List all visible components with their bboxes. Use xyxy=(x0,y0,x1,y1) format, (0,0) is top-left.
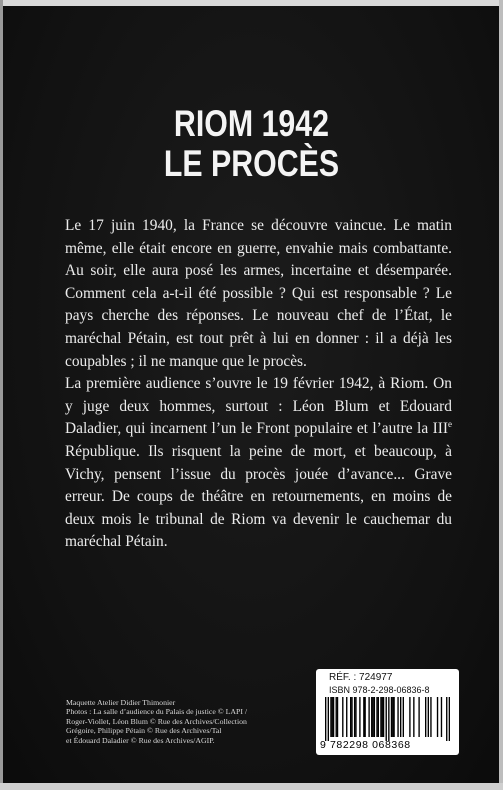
barcode-bar xyxy=(391,697,392,737)
barcode-bar xyxy=(378,697,379,737)
photo-credits xyxy=(66,698,296,745)
credit-line: Roger-Viollet, Léon Blum © Rue des Archives/Collection xyxy=(66,716,247,726)
barcode-bar xyxy=(392,697,393,737)
barcode-bar xyxy=(441,697,442,737)
barcode-digits: 9 782298 068368 xyxy=(320,739,411,751)
barcode-bar xyxy=(386,697,387,741)
barcode-bar xyxy=(325,697,326,741)
title-line-2: LE PROCÈS xyxy=(163,143,340,184)
reference-number: RÉF. : 724977 xyxy=(329,672,393,683)
summary-text xyxy=(65,215,452,554)
title-line-1: RIOM 1942 xyxy=(173,103,330,144)
scan-edge-top xyxy=(0,0,503,6)
barcode-bar xyxy=(350,697,351,737)
barcode-bar xyxy=(403,697,404,737)
barcode-bar xyxy=(330,697,331,737)
barcode-bar xyxy=(428,697,429,737)
barcode-bar xyxy=(376,697,377,737)
barcode-bar xyxy=(372,697,373,737)
scan-edge-right xyxy=(499,0,503,790)
scan-edge-left xyxy=(0,0,3,790)
summary-paragraph-2-part-2: République. Ils risquent la peine de mort, et beaucoup, à Vichy, pensent l’issue du procès jouée d’avance... Grave erreur. De coups de théâtre en retournements, en moins de deux mois le tribunal de Riom va devenir le cauchemar du maréchal Pétain. xyxy=(65,442,452,551)
credit-line: Photos : La salle d’audience du Palais de justice © LAPI / xyxy=(66,707,248,717)
barcode-bar xyxy=(368,697,369,737)
barcode-bar xyxy=(355,697,356,737)
barcode-bar xyxy=(397,697,398,737)
barcode-bar xyxy=(449,697,450,741)
barcode-bar xyxy=(393,697,394,737)
credit-line: Maquette Atelier Didier Thimonier xyxy=(66,698,176,707)
summary-paragraph-2-part-1: La première audience s’ouvre le 19 février 1942, à Riom. On y juge deux hommes, surtout : Léon Blum et Edouard Daladier, qui incarnent l’un le Front populaire et l’autre la III xyxy=(65,375,452,438)
barcode-bar xyxy=(359,697,360,737)
barcode-bar xyxy=(336,697,337,737)
barcode-bar xyxy=(351,697,352,737)
barcode-bar xyxy=(346,697,347,737)
barcode-bar xyxy=(333,697,334,737)
credit-line: Grégoire, Philippe Pétain © Rue des Archives/Tal xyxy=(66,726,222,736)
credit-line: et Édouard Daladier © Rue des Archives/AGIP. xyxy=(66,735,215,745)
barcode-bar xyxy=(446,697,447,741)
ordinal-superscript: e xyxy=(448,419,452,430)
barcode-bar xyxy=(332,697,333,737)
barcode-bar xyxy=(337,697,338,737)
summary-paragraph-1: Le 17 juin 1940, la France se découvre vaincue. Le matin même, elle était encore en guerre, envahie mais combattante. Au soir, elle aura posé les armes, incertaine et désemparée. Comment cela a-t-il été possible ? Qui est responsable ? Le pays cherche des réponses. Le nouveau chef de l’État, le maréchal Pétain, est tout prêt à lui en donner : il a déjà les coupables ; il ne manque que le procès. xyxy=(65,217,452,370)
barcode-bar xyxy=(380,697,381,737)
isbn-number: ISBN 978-2-298-06836-8 xyxy=(329,685,430,695)
barcode-bar xyxy=(354,697,355,737)
barcode-bar xyxy=(364,697,365,737)
barcode-bar xyxy=(342,697,343,737)
barcode-bar xyxy=(409,697,410,737)
barcode-bar xyxy=(437,697,438,737)
summary-paragraph-2 xyxy=(65,373,452,554)
barcode-bar xyxy=(400,697,401,737)
barcode-bar xyxy=(418,697,419,737)
barcode-bar xyxy=(328,697,329,741)
barcode-bar xyxy=(382,697,383,737)
barcode-bars xyxy=(325,697,450,741)
barcode-bar xyxy=(430,697,431,737)
barcode-label xyxy=(316,669,459,755)
barcode-bar xyxy=(413,697,414,737)
barcode-bar xyxy=(363,697,364,737)
barcode-bar xyxy=(425,697,426,737)
scan-edge-bottom xyxy=(0,783,503,790)
barcode-bar xyxy=(374,697,375,737)
barcode-bar xyxy=(388,697,389,741)
barcode-bar xyxy=(371,697,372,737)
barcode-bar xyxy=(383,697,384,737)
